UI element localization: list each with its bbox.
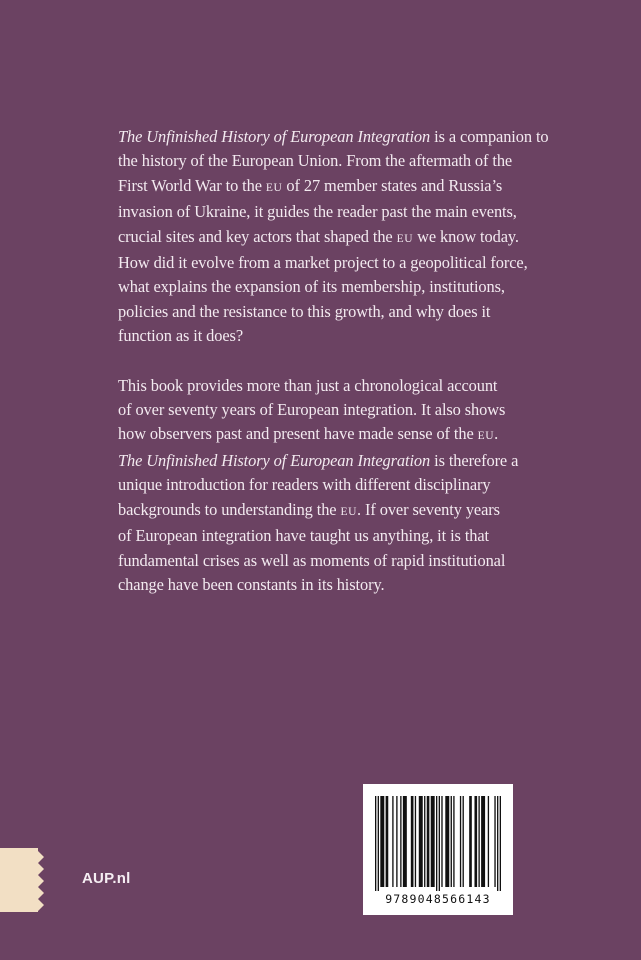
blurb-paragraph-2 [118, 374, 558, 598]
barcode-bar [392, 796, 393, 887]
blurb-line [118, 573, 558, 597]
blurb-text-run: how observers past and present have made sense of the [118, 424, 478, 444]
blurb-text-run: backgrounds to understanding the [118, 499, 341, 519]
blurb-line [118, 473, 558, 497]
blurb-line [118, 200, 558, 224]
blurb-line [118, 449, 558, 473]
blurb-line [118, 549, 558, 573]
blurb-line [118, 174, 558, 200]
publisher-tab-shape [0, 848, 45, 912]
barcode-bar [419, 796, 423, 887]
blurb-line [118, 422, 558, 448]
blurb-text-run: EU [340, 505, 358, 518]
barcode-bar [478, 796, 479, 887]
barcode-bar [445, 796, 449, 887]
barcode-bar [474, 796, 477, 887]
blurb-line [118, 125, 558, 149]
barcode-bar [441, 796, 442, 887]
book-title-italic: The Unfinished History of European Integration [118, 450, 431, 470]
barcode-bar [400, 796, 401, 887]
blurb-text-run: the history of the European Union. From the aftermath of the [118, 151, 513, 171]
blurb-text-run: This book provides more than just a chronological account [118, 375, 498, 395]
blurb-line [118, 524, 558, 548]
barcode-bar [396, 796, 397, 887]
blurb-text-run: fundamental crises as well as moments of rapid institutional [118, 550, 506, 570]
barcode-bar [463, 796, 464, 887]
barcode-bar [497, 796, 498, 891]
blurb-line [118, 275, 558, 299]
barcode-bar [481, 796, 485, 887]
blurb-text-run: is therefore a [430, 450, 519, 470]
barcode-bar [460, 796, 461, 887]
blurb-text-run: . If over seventy years [357, 499, 500, 519]
barcode-bar [451, 796, 452, 887]
barcode-bar [469, 796, 472, 887]
barcode-bar [375, 796, 376, 891]
blurb-text [118, 125, 558, 597]
blurb-line [118, 251, 558, 275]
blurb-text-run: EU [396, 232, 414, 245]
barcode-bar [415, 796, 416, 887]
blurb-text-run: crucial sites and key actors that shaped the [118, 226, 397, 246]
publisher-website: AUP.nl [82, 870, 131, 887]
blurb-line [118, 374, 558, 398]
blurb-text-run: . [494, 424, 499, 444]
barcode-bar [488, 796, 489, 887]
barcode-bar [427, 796, 430, 887]
barcode-bar [439, 796, 440, 891]
isbn-number: 9789048566143 [385, 892, 491, 906]
blurb-text-run: of over seventy years of European integration. It also shows [118, 400, 506, 420]
blurb-text-run: function as it does? [118, 326, 243, 346]
blurb-text-run: policies and the resistance to this growth, and why does it [118, 301, 491, 321]
blurb-text-run: How did it evolve from a market project to a geopolitical force, [118, 253, 528, 273]
blurb-text-run: is a companion to [430, 127, 549, 146]
blurb-text-run: EU [265, 181, 283, 194]
barcode-bar [411, 796, 414, 887]
barcode-bar [500, 796, 501, 891]
blurb-text-run: First World War to the [118, 175, 266, 195]
blurb-text-run: EU [477, 430, 495, 443]
blurb-text-run: of 27 member states and Russia’s [282, 175, 503, 195]
barcode-bar [378, 796, 379, 891]
blurb-text-run: we know today. [413, 226, 519, 246]
blurb-text-run: of European integration have taught us anything, it is that [118, 526, 489, 546]
blurb-line [118, 398, 558, 422]
barcode-bar [380, 796, 384, 887]
blurb-line [118, 149, 558, 173]
barcode-bar [403, 796, 407, 887]
blurb-paragraph-1 [118, 125, 558, 349]
book-title-italic: The Unfinished History of European Integration [118, 127, 431, 146]
barcode-bar [424, 796, 425, 887]
barcode-bar [494, 796, 495, 887]
barcode-bar [431, 796, 435, 887]
blurb-text-run: unique introduction for readers with different disciplinary [118, 475, 491, 495]
blurb-line [118, 498, 558, 524]
blurb-text-run: invasion of Ukraine, it guides the reader past the main events, [118, 202, 517, 222]
blurb-line [118, 324, 558, 348]
barcode-bar [436, 796, 437, 891]
barcode-bar [453, 796, 454, 887]
barcode-bars [375, 796, 501, 891]
barcode-bar [386, 796, 389, 887]
blurb-line [118, 300, 558, 324]
blurb-text-run: what explains the expansion of its membership, institutions, [118, 277, 505, 297]
blurb-text-run: change have been constants in its history. [118, 574, 385, 594]
blurb-line [118, 225, 558, 251]
isbn-barcode [363, 784, 513, 915]
